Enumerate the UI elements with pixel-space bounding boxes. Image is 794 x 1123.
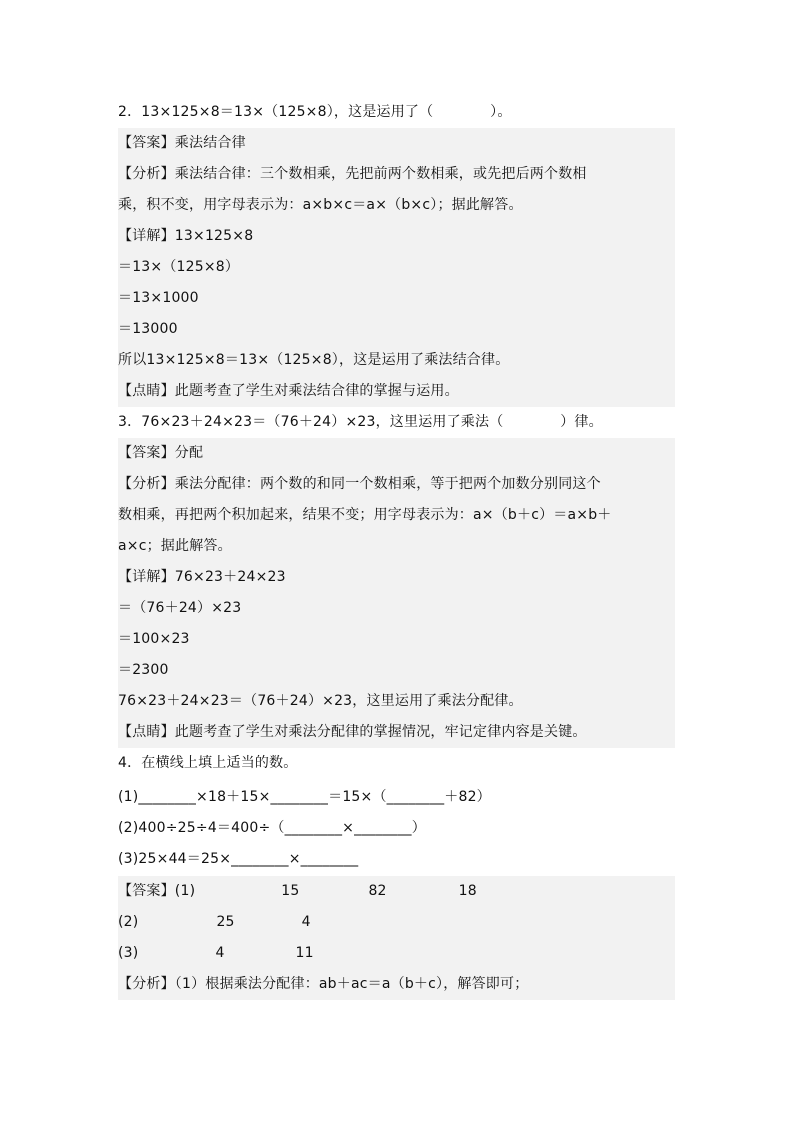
- q4-answer-2-label: (2): [118, 914, 139, 930]
- q4-answer-1-b: 82: [368, 883, 387, 899]
- q4-answer-1-a: 15: [281, 883, 300, 899]
- q4-answer-1-c: 18: [458, 883, 477, 899]
- q2-detail-line-1: 【详解】13×125×8: [118, 221, 675, 252]
- q4-answer-3-a: 4: [215, 945, 225, 961]
- q3-detail-line-3: ＝100×23: [118, 624, 675, 655]
- q4-question: 4．在横线上填上适当的数。: [118, 755, 298, 771]
- q3-detail-line-1: 【详解】76×23＋24×23: [118, 562, 675, 593]
- q2-analysis-line-2: 乘，积不变，用字母表示为：a×b×c＝a×（b×c）；据此解答。: [118, 190, 675, 221]
- q2-conclusion: 所以13×125×8＝13×（125×8），这是运用了乘法结合律。: [118, 345, 675, 376]
- q4-answer-row-1: [118, 876, 675, 907]
- q4-item-3: (3)25×44＝25×________×________: [118, 851, 359, 867]
- q3-detail-line-4: ＝2300: [118, 655, 675, 686]
- q3-question: 3．76×23＋24×23＝（76＋24）×23，这里运用了乘法（ ）律。: [118, 414, 603, 430]
- q4-answer-2-b: 4: [301, 914, 311, 930]
- q4-answer-3-b: 11: [295, 945, 314, 961]
- q3-analysis-line-1: 【分析】乘法分配律：两个数的和同一个数相乘，等于把两个加数分别同这个: [118, 469, 675, 500]
- q2-answer: 【答案】乘法结合律: [118, 128, 675, 159]
- q2-question: 2．13×125×8＝13×（125×8），这是运用了（ ）。: [118, 104, 512, 120]
- q3-conclusion: 76×23＋24×23＝（76＋24）×23，这里运用了乘法分配律。: [118, 686, 675, 717]
- q2-detail-line-4: ＝13000: [118, 314, 675, 345]
- q2-detail-line-3: ＝13×1000: [118, 283, 675, 314]
- q3-comment: 【点睛】此题考查了学生对乘法分配律的掌握情况，牢记定律内容是关键。: [118, 717, 675, 748]
- q4-answer-3-label: (3): [118, 945, 139, 961]
- q2-analysis-line-1: 【分析】乘法结合律：三个数相乘，先把前两个数相乘，或先把后两个数相: [118, 159, 675, 190]
- q3-answer: 【答案】分配: [118, 438, 675, 469]
- q3-analysis-line-2: 数相乘，再把两个积加起来，结果不变；用字母表示为：a×（b＋c）＝a×b＋: [118, 500, 675, 531]
- q3-analysis-line-3: a×c；据此解答。: [118, 531, 675, 562]
- q4-item-1: (1)________×18＋15×________＝15×（________＋82）: [118, 789, 491, 805]
- q4-answer-row-2: [118, 907, 675, 938]
- q4-answer-row-3: [118, 938, 675, 969]
- q4-analysis: 【分析】（1）根据乘法分配律：ab＋ac＝a（b＋c），解答即可；: [118, 969, 675, 1000]
- q4-item-2: (2)400÷25÷4＝400÷（________×________）: [118, 820, 426, 836]
- q4-answer-label: 【答案】(1): [118, 883, 196, 899]
- q2-comment: 【点睛】此题考查了学生对乘法结合律的掌握与运用。: [118, 376, 675, 407]
- q4-answer-2-a: 25: [216, 914, 235, 930]
- q3-detail-line-2: ＝（76＋24）×23: [118, 593, 675, 624]
- q2-detail-line-2: ＝13×（125×8）: [118, 252, 675, 283]
